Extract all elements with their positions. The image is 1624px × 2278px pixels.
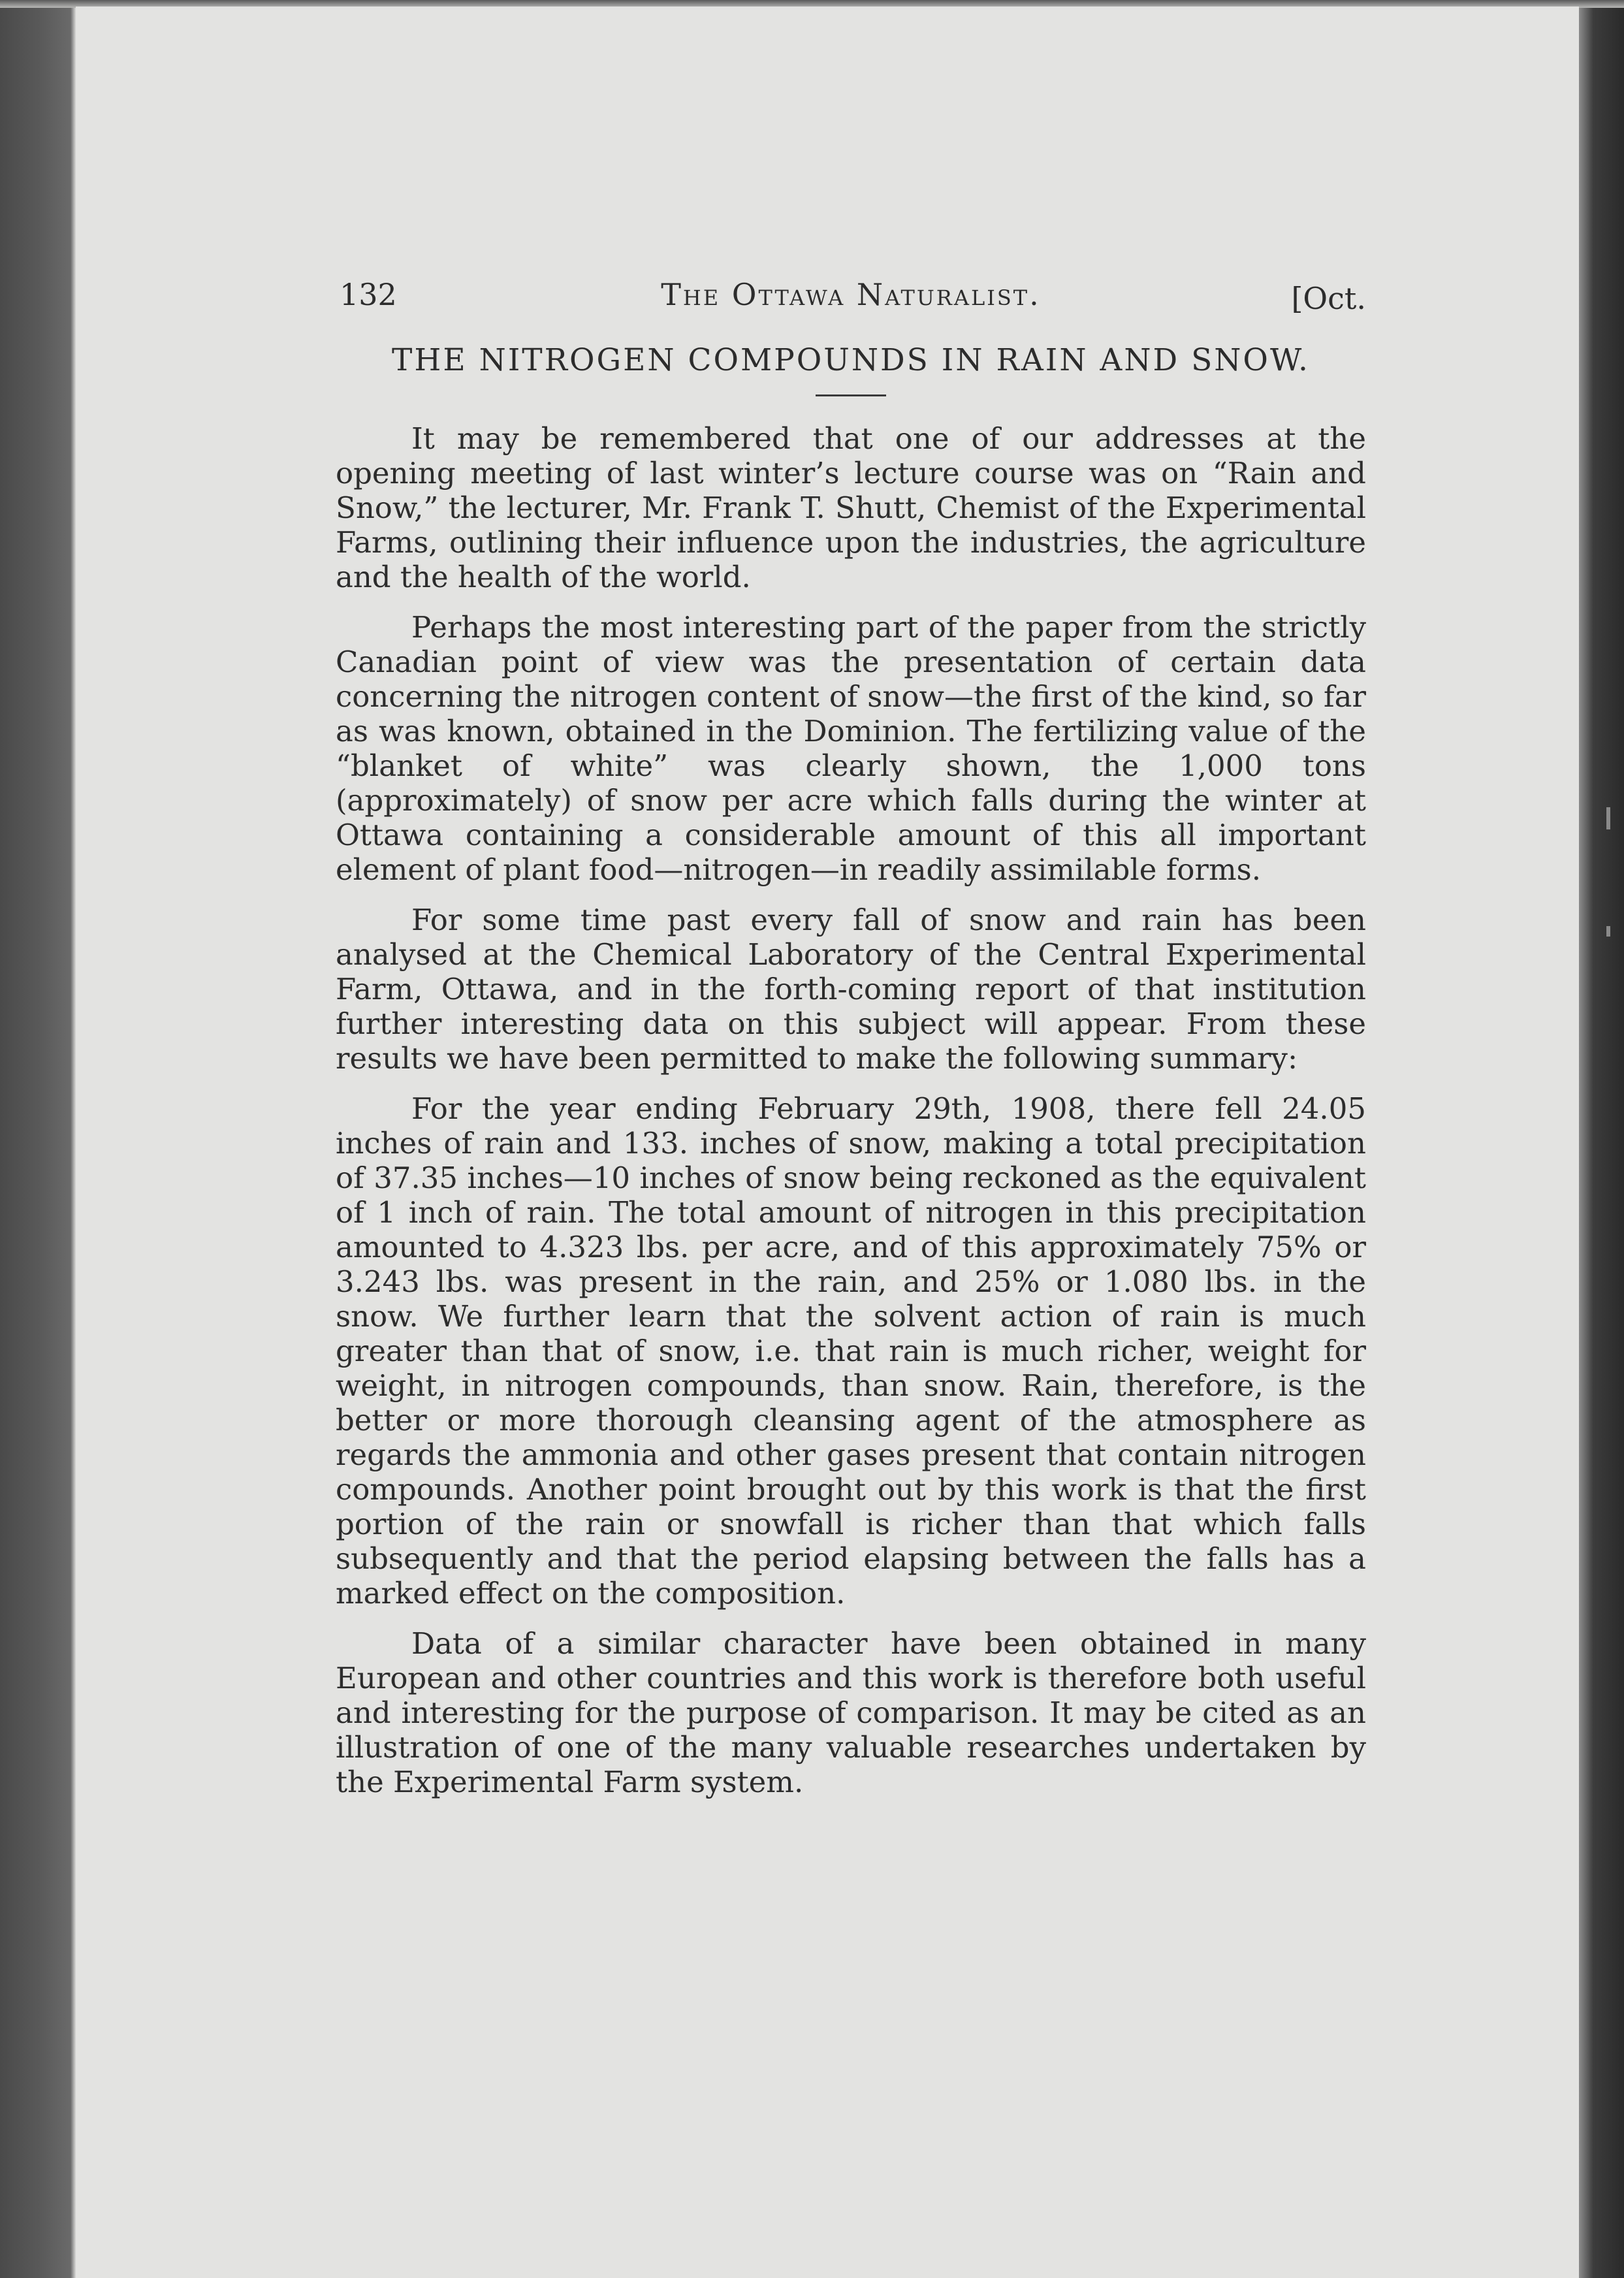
running-head bbox=[336, 261, 1366, 316]
issue-month: [Oct. bbox=[1291, 281, 1366, 316]
text-block bbox=[336, 261, 1366, 1815]
page-number: 132 bbox=[340, 277, 397, 312]
title-rule bbox=[816, 394, 886, 396]
paragraph-3: For some time past every fall of snow and rain has been analysed at the Chemical Laboratory of the Central Experimental Farm, Ottawa, and in the forth-coming report of that institution further interesting data on this subject will appear. From these results we have been permitted to make the following summary: bbox=[336, 903, 1366, 1076]
paragraph-4: For the year ending February 29th, 1908, there fell 24.05 inches of rain and 133. inches of snow, making a total precipitation of 37.35 inches—10 inches of snow being reckoned as the equivalent of 1 inch of rain. The total amount of nitrogen in this precipitation amounted to 4.323 lbs. per acre, and of this approximately 75% or 3.243 lbs. was present in the rain, and 25% or 1.080 lbs. in the snow. We further learn that the solvent action of rain is much greater than that of snow, i.e. that rain is much richer, weight for weight, in nitrogen compounds, than snow. Rain, therefore, is the better or more thorough cleansing agent of the atmosphere as regards the ammonia and other gases present that contain nitrogen compounds. Another point brought out by this work is that the first portion of the rain or snowfall is richer than that which falls subsequently and that the period elapsing between the falls has a marked effect on the composition. bbox=[336, 1091, 1366, 1611]
paragraph-2: Perhaps the most interesting part of the paper from the strictly Canadian point of view was the presentation of certain data concerning the nitrogen content of snow—the first of the kind, so far as was known, obtained in the Dominion. The fertilizing value of the “blanket of white” was clearly shown, the 1,000 tons (approximately) of snow per acre which falls during the winter at Ottawa containing a considerable amount of this all important element of plant food—nitrogen—in readily assimilable forms. bbox=[336, 610, 1366, 887]
margin-mark bbox=[1606, 926, 1610, 937]
article-title: THE NITROGEN COMPOUNDS IN RAIN AND SNOW. bbox=[392, 342, 1310, 378]
paragraph-5: Data of a similar character have been obtained in many European and other countries and this work is therefore both useful and interesting for the purpose of comparison. It may be cited as an illustration of one of the many valuable researches undertaken by the Experimental Farm system. bbox=[336, 1626, 1366, 1799]
margin-mark bbox=[1606, 807, 1610, 829]
journal-title: The Ottawa Naturalist. bbox=[661, 277, 1041, 312]
paragraph-1: It may be remembered that one of our addresses at the opening meeting of last winter’s lecture course was on “Rain and Snow,” the lecturer, Mr. Frank T. Shutt, Chemist of the Experimental Farms, outlining their influence upon the industries, the agriculture and the health of the world. bbox=[336, 421, 1366, 594]
